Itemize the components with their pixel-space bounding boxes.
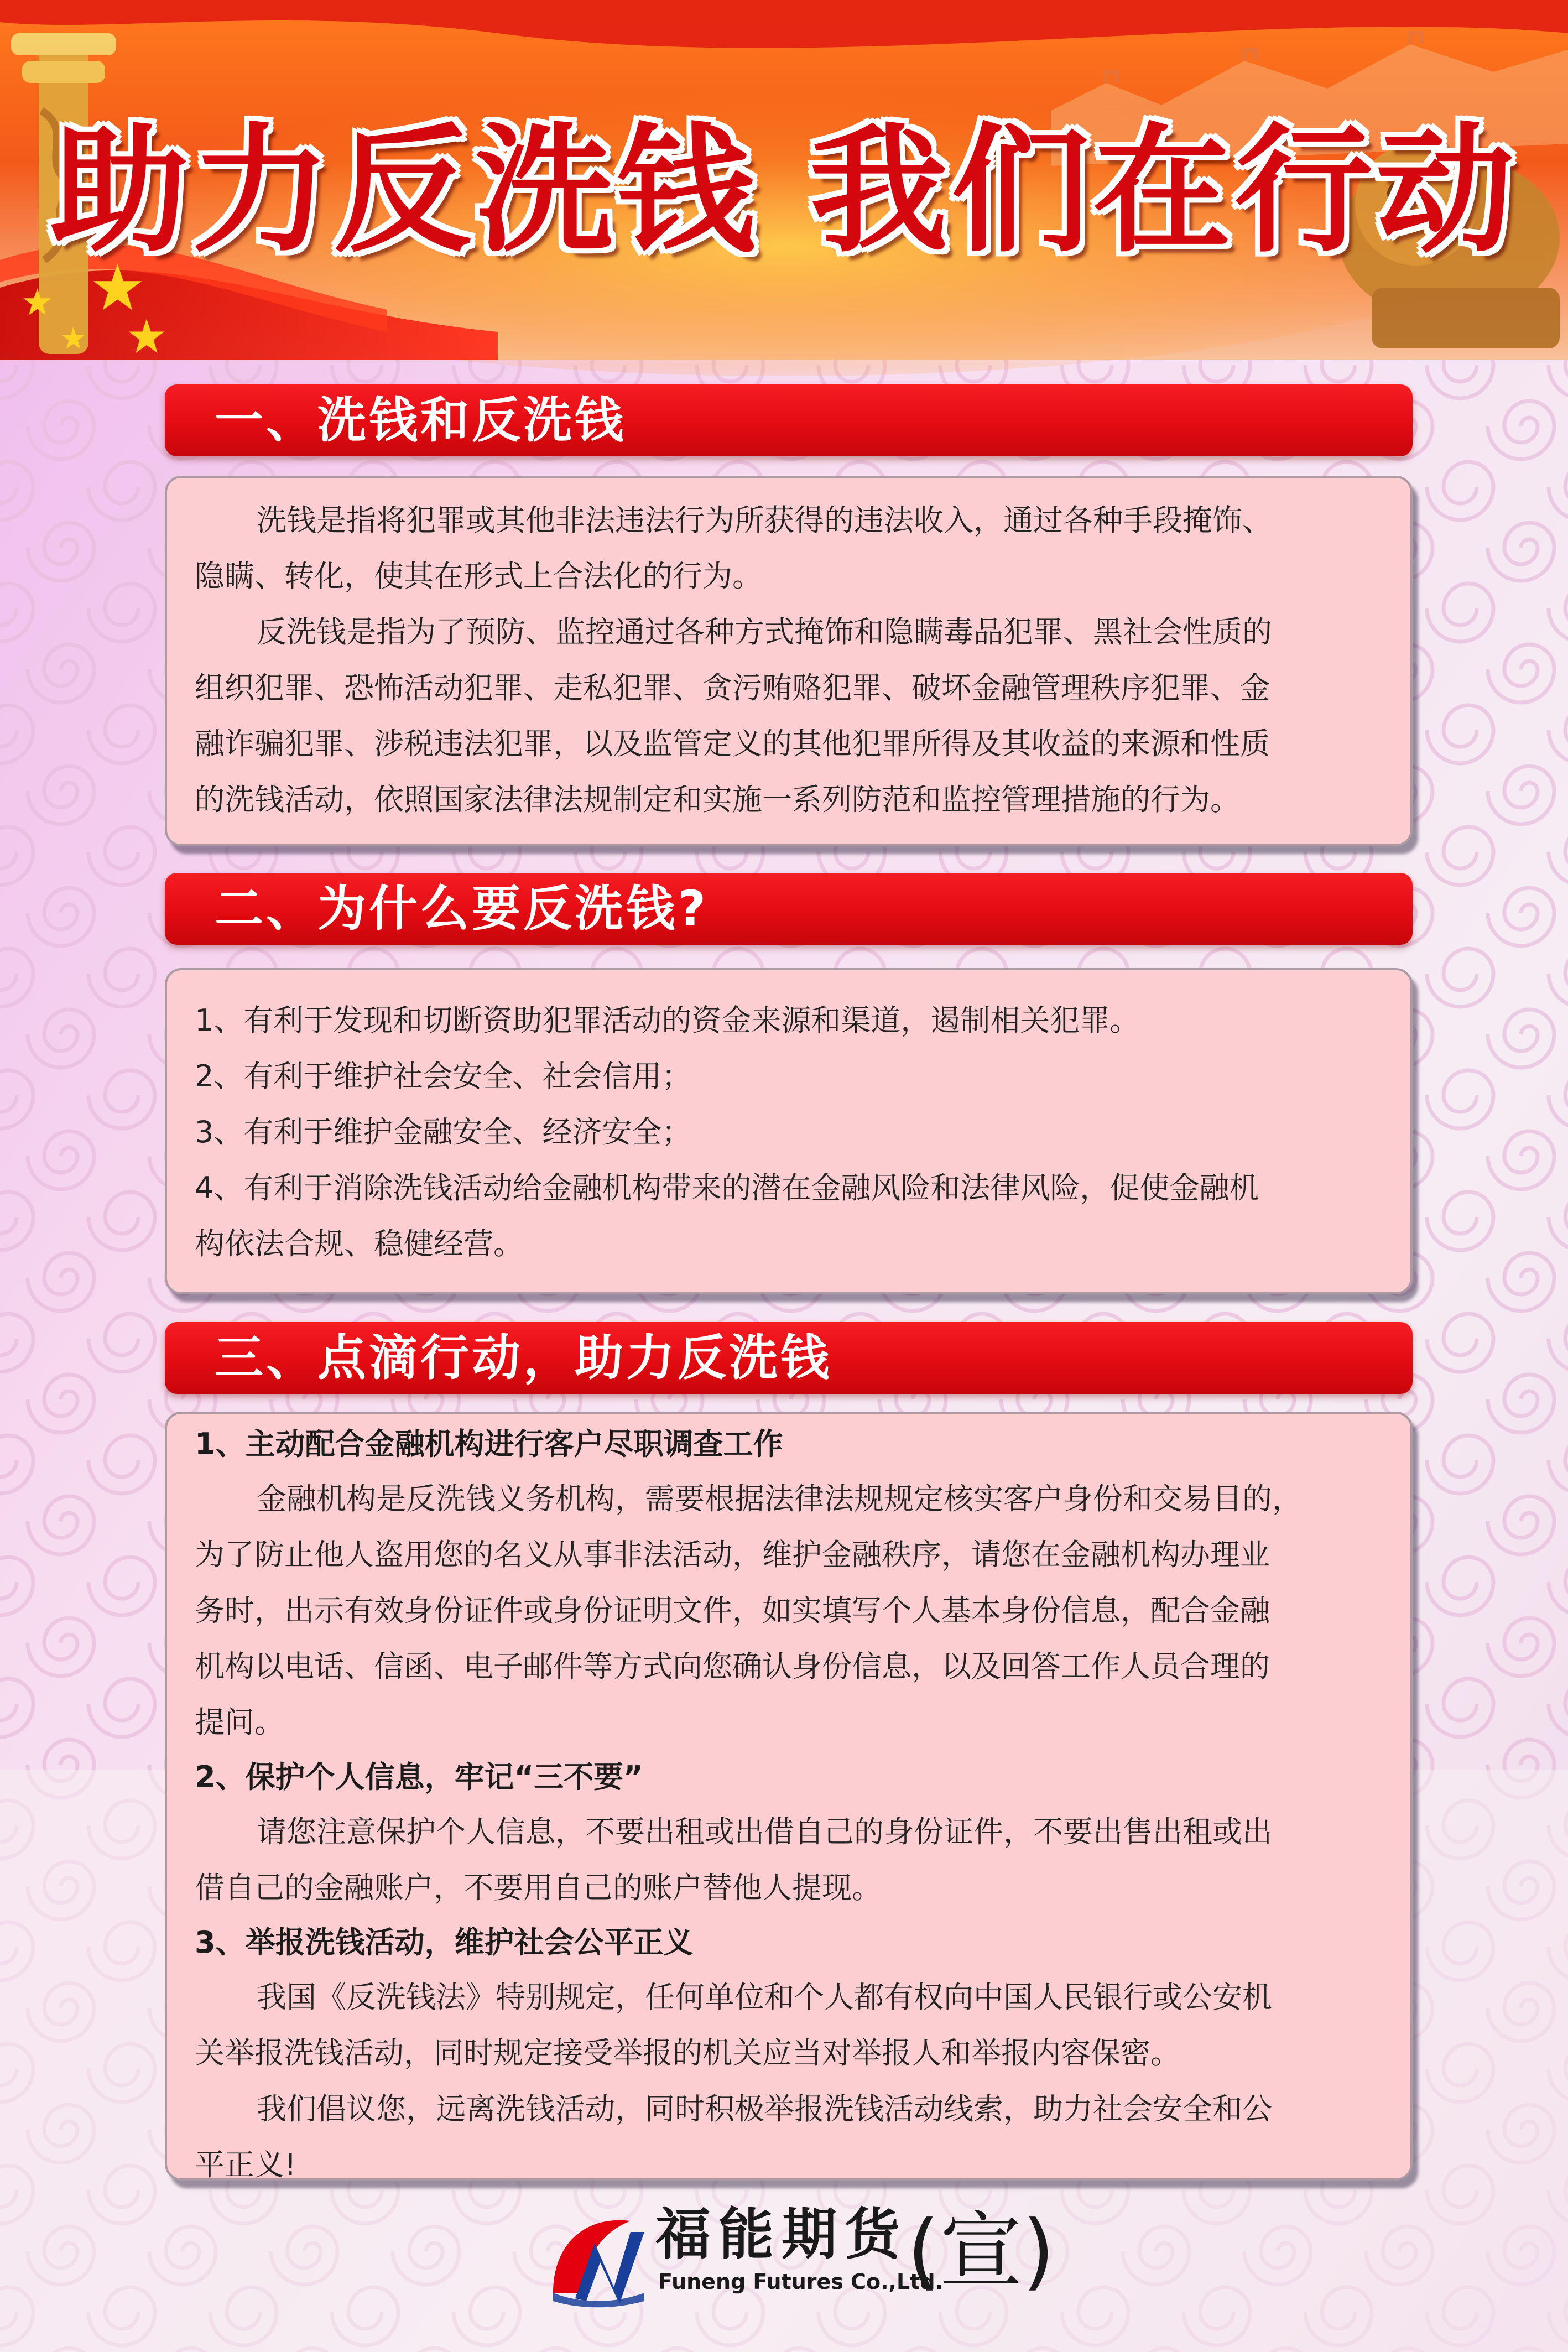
footer <box>542 2193 1055 2315</box>
section-3-sub-2-line2: 借自己的金融账户，不要用自己的账户替他人提现。 <box>195 1870 882 1905</box>
section-3-sub-2-line1: 请您注意保护个人信息，不要出租或出借自己的身份证件，不要出售出租或出 <box>257 1814 1272 1849</box>
section-1-p2-line3: 融诈骗犯罪、涉税违法犯罪，以及监管定义的其他犯罪所得及其收益的来源和性质 <box>195 726 1270 761</box>
section-1-p1-line1: 洗钱是指将犯罪或其他非法违法行为所获得的违法收入，通过各种手段掩饰、 <box>257 503 1272 538</box>
section-2-content <box>165 968 1413 1294</box>
company-name-cn: 福能期货 <box>655 2202 908 2267</box>
section-2-item-3: 3、有利于维护金融安全、经济安全； <box>195 1115 692 1149</box>
section-3-sub-1-line4: 机构以电话、信函、电子邮件等方式向您确认身份信息，以及回答工作人员合理的 <box>195 1649 1270 1684</box>
section-3-title: 三、点滴行动，助力反洗钱 <box>215 1329 832 1386</box>
section-3-sub-3-p2-line2: 平正义! <box>195 2147 296 2182</box>
section-1-p1-line2: 隐瞒、转化，使其在形式上合法化的行为。 <box>195 559 762 594</box>
section-3-sub-3-p1-line1: 我国《反洗钱法》特别规定，任何单位和个人都有权向中国人民银行或公安机 <box>257 1980 1272 2015</box>
funeng-logo-icon <box>542 2210 653 2309</box>
section-3-sub-3-p1-line2: 关举报洗钱活动，同时规定接受举报的机关应当对举报人和举报内容保密。 <box>195 2036 1180 2070</box>
section-1-p2-line2: 组织犯罪、恐怖活动犯罪、走私犯罪、贪污贿赂犯罪、破坏金融管理秩序犯罪、金 <box>195 670 1270 705</box>
company-name-en: Funeng Futures Co.,Ltd. <box>658 2270 944 2294</box>
section-3-sub-3-p2-line1: 我们倡议您，远离洗钱活动，同时积极举报洗钱活动线索，助力社会安全和公 <box>257 2091 1272 2126</box>
section-3-sub-2-heading: 2、保护个人信息，牢记“三不要” <box>195 1760 643 1794</box>
section-1-header <box>165 384 1413 456</box>
section-3-header <box>165 1322 1413 1394</box>
section-2-item-1: 1、有利于发现和切断资助犯罪活动的资金来源和渠道，遏制相关犯罪。 <box>195 1003 1140 1038</box>
section-1-p2-line1: 反洗钱是指为了预防、监控通过各种方式掩饰和隐瞒毒品犯罪、黑社会性质的 <box>257 615 1272 649</box>
section-3-sub-1-line2: 为了防止他人盗用您的名义从事非法活动，维护金融秩序，请您在金融机构办理业 <box>195 1537 1270 1572</box>
section-3-sub-1-line3: 务时，出示有效身份证件或身份证明文件，如实填写个人基本身份信息，配合金融 <box>195 1593 1270 1628</box>
section-1-title: 一、洗钱和反洗钱 <box>215 392 627 449</box>
section-1-p2-line4: 的洗钱活动，依照国家法律法规制定和实施一系列防范和监控管理措施的行为。 <box>195 782 1240 817</box>
section-2-item-2: 2、有利于维护社会安全、社会信用； <box>195 1059 692 1094</box>
section-2-title: 二、为什么要反洗钱? <box>215 880 709 937</box>
poster-title: 助力反洗钱 我们在行动 <box>50 110 1518 271</box>
section-2-item-4-line2: 构依法合规、稳健经营。 <box>195 1226 523 1261</box>
section-2-item-4-line1: 4、有利于消除洗钱活动给金融机构带来的潜在金融风险和法律风险，促使金融机 <box>195 1170 1259 1205</box>
section-3-sub-1-line1: 金融机构是反洗钱义务机构，需要根据法律法规规定核实客户身份和交易目的， <box>257 1481 1302 1516</box>
section-3-sub-3-heading: 3、举报洗钱活动，维护社会公平正义 <box>195 1925 694 1960</box>
section-1-content <box>165 476 1413 846</box>
section-2-header <box>165 873 1413 945</box>
section-3-sub-1-heading: 1、主动配合金融机构进行客户尽职调查工作 <box>195 1427 783 1461</box>
publicity-tag: (宣) <box>907 2203 1055 2299</box>
section-3-content <box>165 1412 1413 2181</box>
section-3-sub-1-line5: 提问。 <box>195 1705 284 1740</box>
